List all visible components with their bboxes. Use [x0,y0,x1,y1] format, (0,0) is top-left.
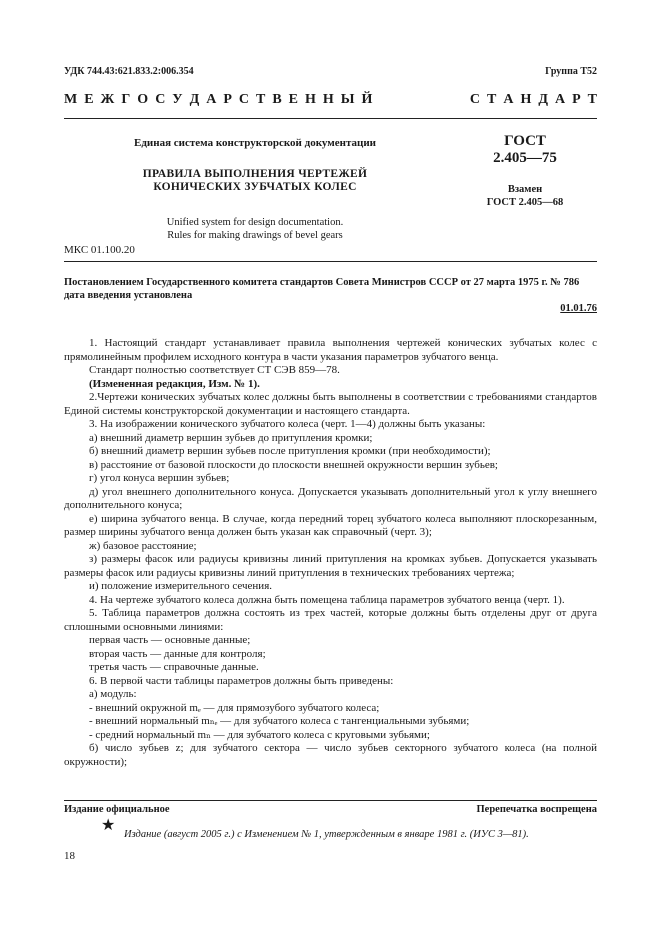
paragraph: а) внешний диаметр вершин зубьев до притупления кромки; [89,431,373,444]
document-title [64,168,446,194]
star-icon: ★ [101,817,116,834]
standard-banner [64,92,597,108]
gost-label: ГОСТ [504,133,546,149]
paragraph: з) размеры фасок или радиусы кривизны линий притупления на кромках зубьев. Допускается указывать размеры фасок или радиусы кривизны линий притупления в технических требованиях чертежа; [64,553,597,579]
paragraph: е) ширина зубчатого венца. В случае, когда передний торец зубчатого колеса выполняют плоскорезанным, размер ширины зубчатого венца должен быть указан как справочный (черт. 3); [64,512,597,538]
page-number: 18 [64,850,75,862]
decree-text: Постановлением Государственного комитета стандартов Совета Министров СССР от 27 марта 1975 г. № 786 дата введения установлена [64,277,580,301]
paragraph: б) число зубьев z; для зубчатого сектора — число зубьев секторного зубчатого колеса (на полной окружности); [64,742,597,768]
paragraph: г) угол конуса вершин зубьев; [89,472,230,484]
paragraph: д) угол внешнего дополнительного конуса. Допускается указывать дополнительный угол к углу внешнего дополнительного конуса; [64,485,597,511]
paragraph: вторая часть — данные для контроля; [89,647,266,660]
gost-number: 2.405—75 [493,150,557,166]
paragraph: - средний нормальный mₙ — для зубчатого колеса с круговыми зубьями; [89,728,430,741]
banner-word-standard: С Т А Н Д А Р Т [469,92,597,107]
replace-label: Взамен [507,184,543,195]
english-line-1: Unified system for design documentation. [166,217,344,228]
paragraph: 5. Таблица параметров должна состоять из трех частей, которые должны быть отделены друг от друга сплошными основными линиями: [64,607,597,633]
paragraph: 1. Настоящий стандарт устанавливает правила выполнения чертежей конических зубчатых колес с прямолинейным профилем исходного контура в части указания параметров зубчатого венца. [64,337,597,363]
paragraph: - внешний нормальный mₙₑ — для зубчатого колеса с тангенциальными зубьями; [89,715,470,727]
paragraph: б) внешний диаметр вершин зубьев после притупления кромки (при необходимости); [89,445,491,457]
title-line-1: ПРАВИЛА ВЫПОЛНЕНИЯ ЧЕРТЕЖЕЙ [142,168,368,180]
body-text [64,337,597,769]
title-line-2: КОНИЧЕСКИХ ЗУБЧАТЫХ КОЛЕС [153,181,357,193]
reprint-prohibited-label: Перепечатка воспрещена [476,804,597,815]
english-title [64,216,446,242]
replace-number: ГОСТ 2.405—68 [486,197,564,208]
intro-date: 01.01.76 [560,303,597,314]
paragraph: в) расстояние от базовой плоскости до плоскости внешней окружности вершин зубьев; [89,458,498,471]
paragraph: 4. На чертеже зубчатого колеса должна быть помещена таблица параметров зубчатого венца (черт. 1). [89,593,565,606]
header-rule [64,261,597,262]
udc-code: УДК 744.43:621.833.2:006.354 [64,66,194,77]
gost-designation [470,133,580,167]
edition-note: Издание (август 2005 г.) с Изменением № 1, утвержденным в январе 1981 г. (ИУС 3—81). [124,829,529,840]
paragraph: 2.Чертежи конических зубчатых колес должны быть выполнены в соответствии с требованиями стандартов Единой системы конструкторской документации и настоящего стандарта. [64,391,597,417]
paragraph: первая часть — основные данные; [89,634,251,646]
banner-rule [64,118,597,119]
paragraph: - внешний окружной mₑ — для прямозубого зубчатого колеса; [89,701,380,714]
paragraph: 3. На изображении конического зубчатого колеса (черт. 1—4) должны быть указаны: [89,418,486,430]
paragraph: (Измененная редакция, Изм. № 1). [89,377,260,390]
banner-word-interstate: М Е Ж Г О С У Д А Р С Т В Е Н Н Ы Й [64,92,373,107]
group-code: Группа Т52 [545,66,597,77]
official-edition-label: Издание официальное [64,804,170,815]
paragraph: 6. В первой части таблицы параметров должны быть приведены: [89,674,394,687]
paragraph: третья часть — справочные данные. [89,661,259,673]
paragraph: ж) базовое расстояние; [89,539,197,552]
paragraph: а) модуль: [89,688,137,700]
system-name: Единая система конструкторской документации [134,137,376,149]
replaces-block [470,183,580,209]
paragraph: и) положение измерительного сечения. [89,580,272,592]
footer-rule [64,800,597,801]
english-line-2: Rules for making drawings of bevel gears [167,230,343,241]
paragraph: Стандарт полностью соответствует СТ СЭВ 859—78. [89,364,340,376]
mks-code: МКС 01.100.20 [64,244,135,256]
